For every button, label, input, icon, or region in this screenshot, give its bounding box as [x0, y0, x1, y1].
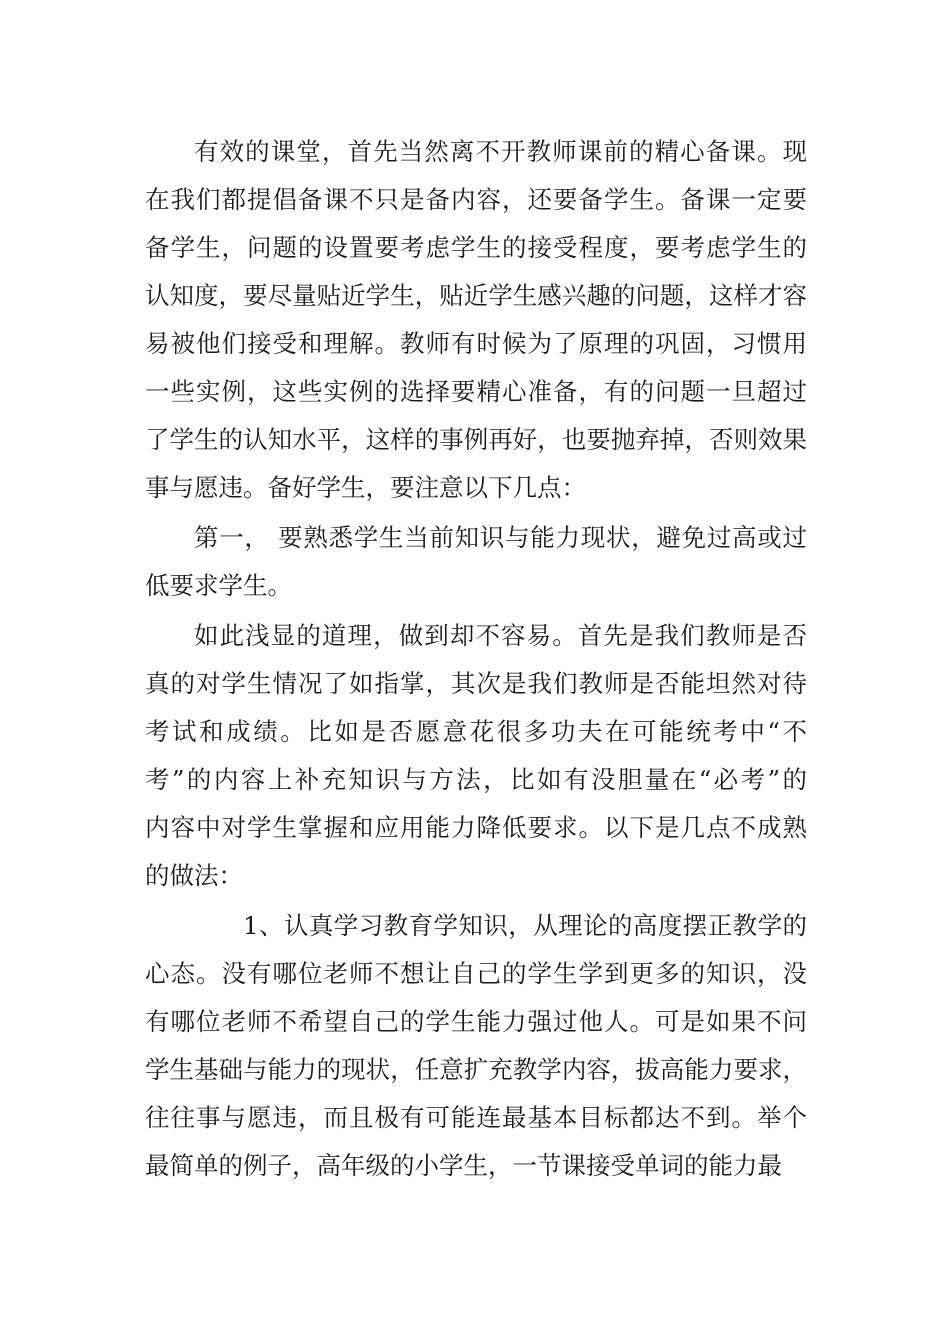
text-line: 学生基础与能力的现状，任意扩充教学内容，拔高能力要求，: [145, 1055, 807, 1084]
text-line: 备学生，问题的设置要考虑学生的接受程度，要考虑学生的: [145, 233, 807, 262]
paragraph: [145, 612, 807, 900]
text-line: 低要求学生。: [145, 571, 292, 600]
text-line: 的做法：: [145, 861, 243, 890]
text-line: 有效的课堂，首先当然离不开教师课前的精心备课。现: [194, 137, 807, 166]
paragraph: [145, 902, 807, 1190]
text-line: 考”的内容上补充知识与方法，比如有没胆量在“必考”的: [145, 765, 807, 794]
text-line: 真的对学生情况了如指掌，其次是我们教师是否能坦然对待: [145, 669, 807, 698]
text-line: 1、认真学习教育学知识，从理论的高度摆正教学的: [243, 911, 807, 940]
text-line: 在我们都提倡备课不只是备内容，还要备学生。备课一定要: [145, 185, 807, 214]
text-line: 有哪位老师不希望自己的学生能力强过他人。可是如果不问: [145, 1007, 807, 1036]
text-line: 往往事与愿违，而且极有可能连最基本目标都达不到。举个: [145, 1103, 807, 1132]
text-line: 认知度，要尽量贴近学生，贴近学生感兴趣的问题，这样才容: [145, 281, 807, 310]
text-line: 内容中对学生掌握和应用能力降低要求。以下是几点不成熟: [145, 813, 807, 842]
text-line: 事与愿违。备好学生，要注意以下几点：: [145, 473, 586, 502]
text-line: 易被他们接受和理解。教师有时候为了原理的巩固，习惯用: [145, 329, 807, 358]
text-line: 心态。没有哪位老师不想让自己的学生学到更多的知识，没: [145, 959, 807, 988]
text-line: 考试和成绩。比如是否愿意花很多功夫在可能统考中“不: [145, 717, 807, 746]
text-line: 第一， 要熟悉学生当前知识与能力现状，避免过高或过: [194, 523, 807, 552]
text-line: 了学生的认知水平，这样的事例再好，也要抛弃掉，否则效果: [145, 425, 807, 454]
text-line: 一些实例，这些实例的选择要精心准备，有的问题一旦超过: [145, 377, 807, 406]
text-line: 如此浅显的道理，做到却不容易。首先是我们教师是否: [194, 621, 807, 650]
paragraph: [145, 128, 807, 512]
paragraph: [145, 514, 807, 610]
document-body: [145, 128, 807, 1190]
text-line: 最简单的例子，高年级的小学生，一节课接受单词的能力最: [145, 1151, 782, 1180]
